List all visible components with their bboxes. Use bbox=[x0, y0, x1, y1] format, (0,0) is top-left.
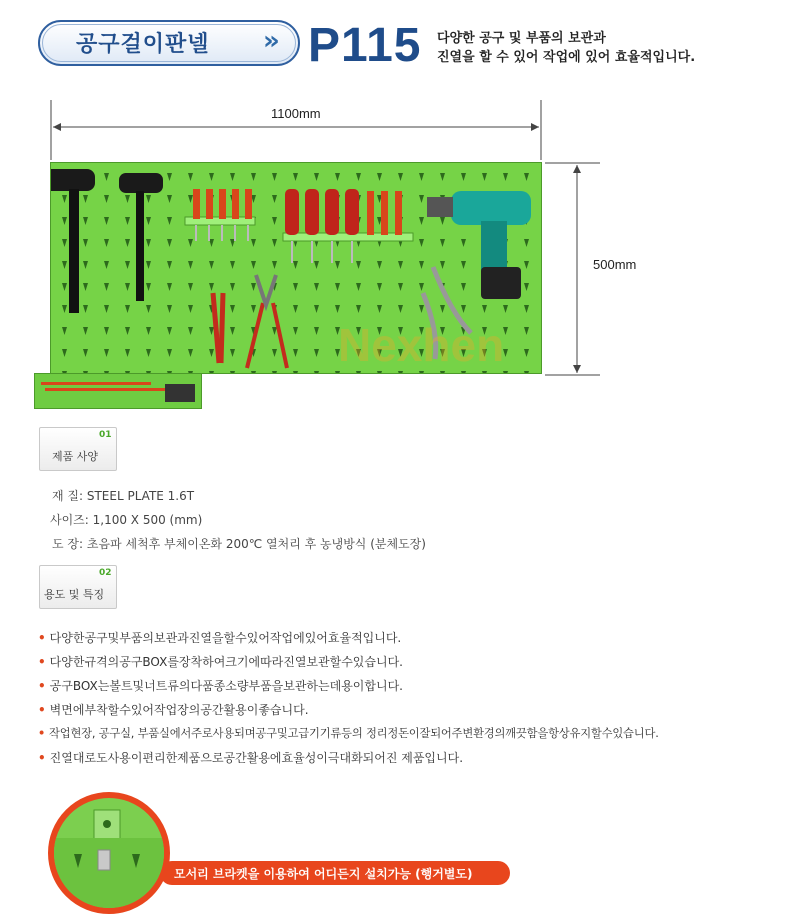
tool-shelf bbox=[34, 373, 202, 409]
spec-key: 도 장 bbox=[52, 537, 79, 551]
feature-bullet: • 작업현장, 공구실, 부품실에서주로사용되며공구및고급기기류등의 정리정돈이잘되어주변환경의깨끗함을항상유지할수있습니다. bbox=[38, 727, 659, 740]
bracket-closeup-image bbox=[48, 792, 170, 914]
height-dimension-label: 500mm bbox=[593, 257, 637, 272]
header-description-line2: 진열을 할 수 있어 작업에 있어 효율적입니다. bbox=[437, 50, 696, 65]
page-title: 공구걸이판넬 bbox=[76, 32, 210, 57]
spec-section-number: 01 bbox=[99, 430, 112, 440]
feature-section-label: 용도 및 특징 bbox=[44, 588, 105, 601]
spec-row-size bbox=[50, 511, 202, 528]
spec-key: 사이즈 bbox=[50, 513, 85, 527]
spec-value: : 초음파 세척후 부체이온화 200℃ 열처리 후 농냉방식 (분체도장) bbox=[79, 537, 426, 551]
feature-bullet: • 공구BOX는볼트및너트류의다품종소량부품을보관하는데용이합니다. bbox=[38, 679, 403, 693]
feature-bullet: • 진열대로도사용이편리한제품으로공간활용에효율성이극대화되어진 제품입니다. bbox=[38, 751, 464, 765]
feature-bullet: • 벽면에부착할수있어작업장의공간활용이좋습니다. bbox=[38, 703, 309, 717]
spec-value: : 1,100 X 500 (mm) bbox=[84, 513, 203, 527]
bracket-note: 모서리 브라켓을 이용하여 어디든지 설치가능 (행거별도) bbox=[174, 867, 473, 881]
watermark-logo: Nexhen bbox=[338, 319, 505, 371]
spec-section-label: 제품 사양 bbox=[52, 450, 99, 463]
feature-section-number: 02 bbox=[99, 568, 112, 578]
header-description-line1: 다양한 공구 및 부품의 보관과 bbox=[437, 31, 606, 46]
spec-row-material bbox=[52, 487, 194, 504]
feature-bullet: • 다양한공구및부품의보관과진열을할수있어작업에있어효율적입니다. bbox=[38, 631, 402, 645]
spec-key: 재 질 bbox=[52, 489, 79, 503]
feature-bullet: • 다양한규격의공구BOX를장착하여크기에따라진열보관할수있습니다. bbox=[38, 655, 403, 669]
width-dimension-label: 1100mm bbox=[271, 106, 321, 121]
spec-value: : STEEL PLATE 1.6T bbox=[79, 489, 195, 503]
double-chevron-icon: » bbox=[263, 26, 280, 56]
spec-row-coating bbox=[52, 535, 426, 552]
product-code: P115 bbox=[308, 19, 422, 72]
